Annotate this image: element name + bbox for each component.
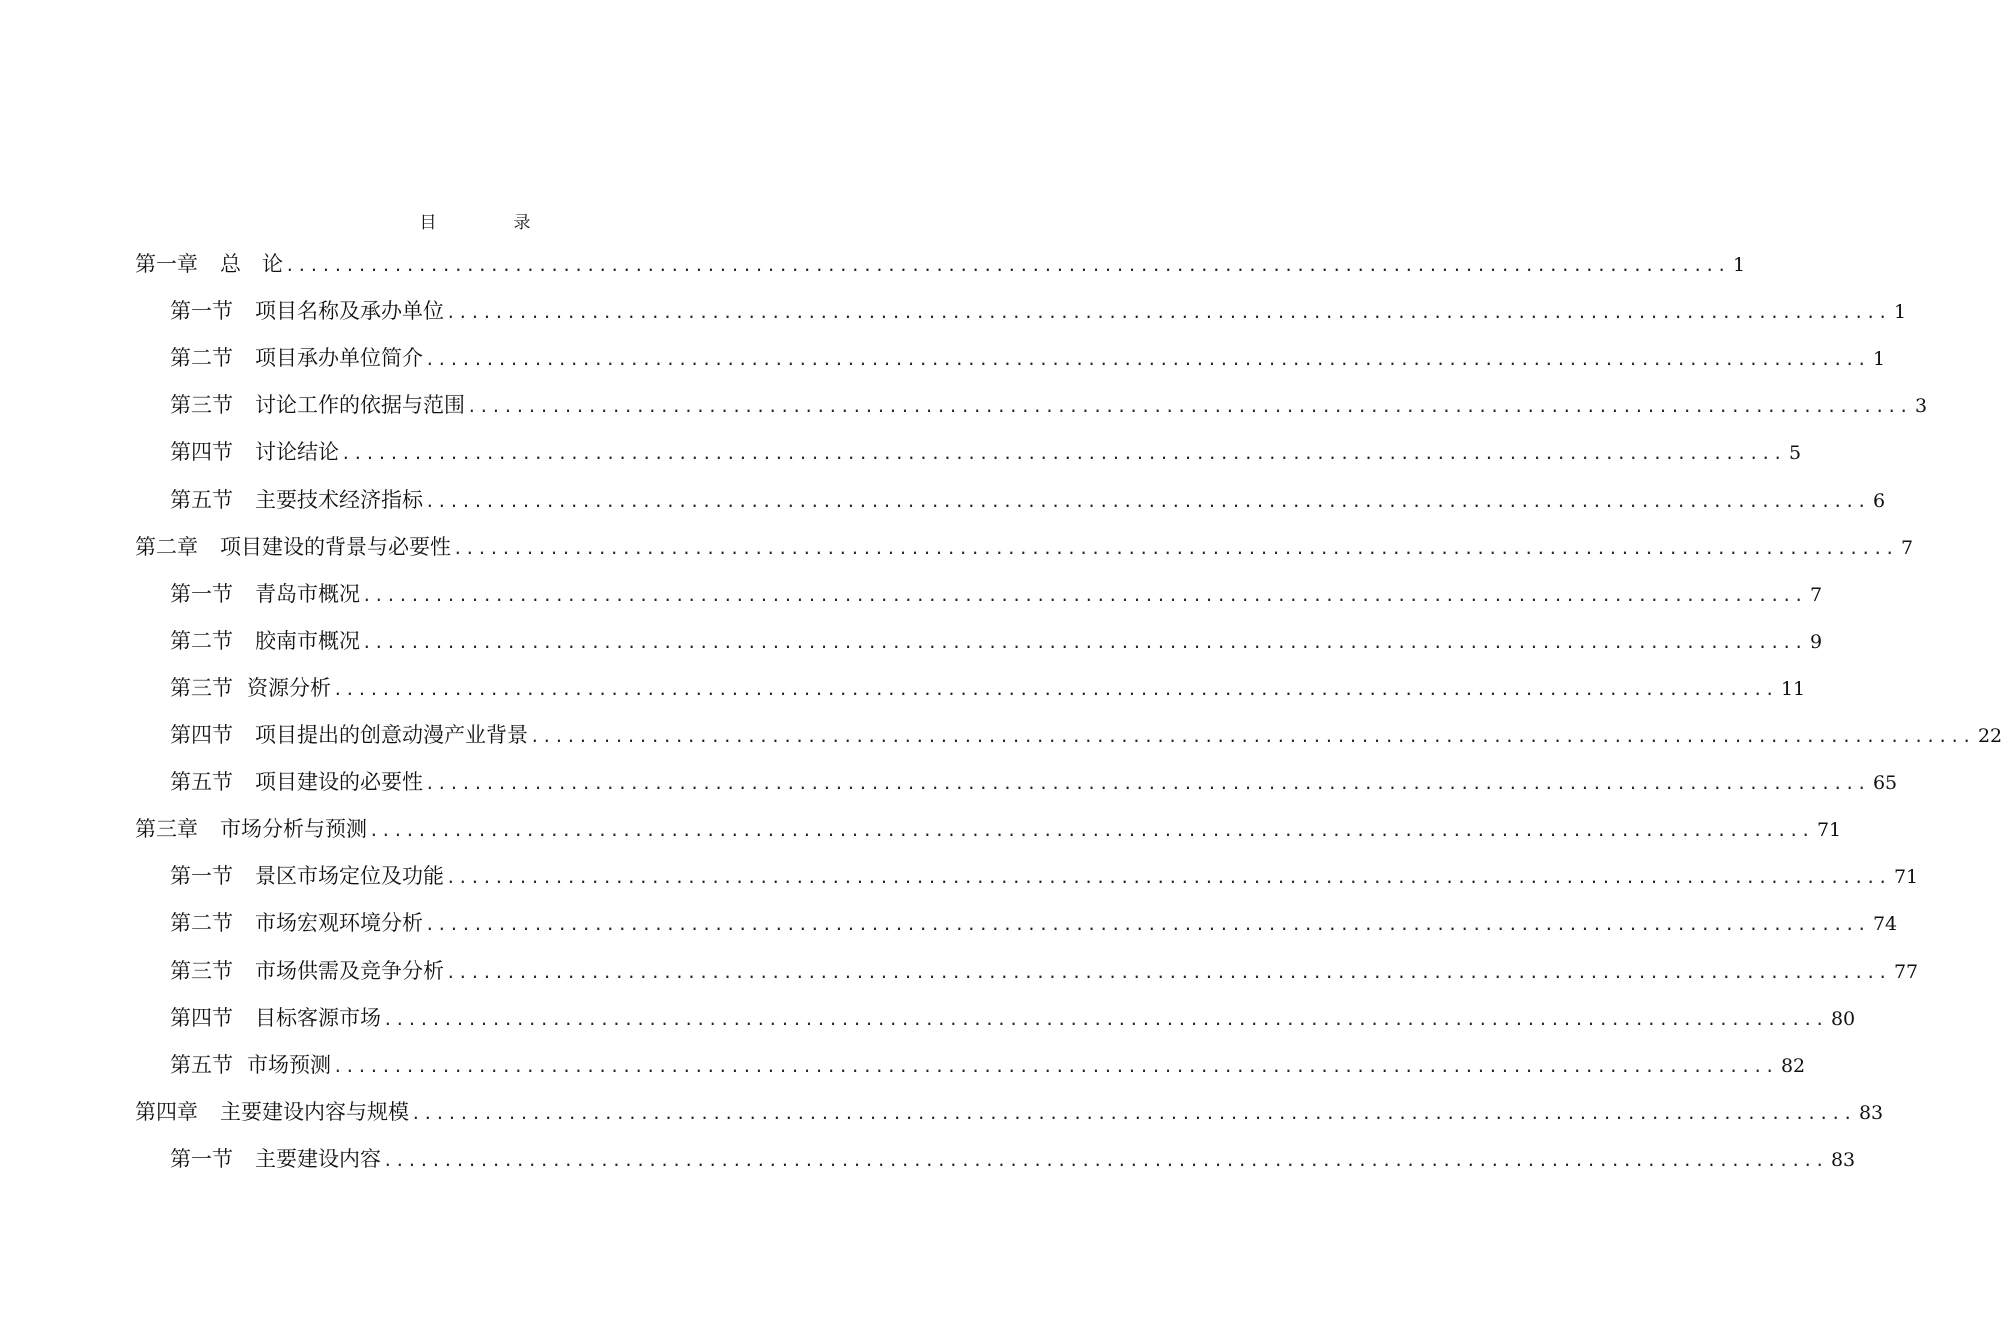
toc-entry-title: 资源分析 <box>247 675 331 700</box>
toc-entry-label <box>170 951 444 991</box>
toc-dot-leader: ........................................................................................................................ <box>446 962 1890 982</box>
toc-chapter-row[interactable] <box>135 244 1746 284</box>
toc-dot-leader: ........................................................................................................................ <box>341 444 1785 464</box>
toc-entry-number: 第一节 <box>170 1146 233 1171</box>
toc-section-row[interactable] <box>170 574 1823 614</box>
toc-entry-gap <box>198 527 220 567</box>
toc-entry-gap <box>233 951 255 991</box>
toc-entry-label <box>135 244 283 284</box>
toc-section-row[interactable] <box>170 1045 1806 1085</box>
toc-section-row[interactable] <box>170 338 1886 378</box>
toc-entry-number: 第一节 <box>170 299 233 324</box>
toc-entry-gap <box>233 385 255 425</box>
toc-entry-title: 市场宏观环境分析 <box>255 911 423 936</box>
toc-entry-title: 市场供需及竞争分析 <box>255 958 444 983</box>
toc-entry-gap <box>233 291 255 331</box>
toc-entry-label <box>170 385 465 425</box>
toc-entry-gap <box>233 574 255 614</box>
toc-section-row[interactable] <box>170 998 1856 1038</box>
toc-entry-title: 项目承办单位简介 <box>255 346 423 371</box>
toc-page-number: 11 <box>1780 677 1806 700</box>
toc-section-row[interactable] <box>170 715 2002 755</box>
toc-entry-gap <box>233 856 255 896</box>
toc-chapter-row[interactable] <box>135 527 1914 567</box>
toc-entry-gap <box>233 1045 247 1085</box>
toc-entry-label <box>170 1045 331 1085</box>
toc-entry-label <box>170 291 444 331</box>
toc-entry-number: 第五节 <box>170 487 233 512</box>
toc-entry-number: 第二节 <box>170 911 233 936</box>
toc-page-number: 71 <box>1816 819 1842 842</box>
toc-dot-leader: ........................................................................................................................ <box>411 1103 1855 1123</box>
toc-entry-number: 第一章 <box>135 252 198 276</box>
toc-dot-leader: ........................................................................................................................ <box>383 1150 1827 1170</box>
toc-title: 目 录 <box>419 213 561 233</box>
toc-entry-label <box>170 668 331 708</box>
toc-chapter-row[interactable] <box>135 809 1842 849</box>
toc-entry-title: 项目提出的创意动漫产业背景 <box>255 723 528 747</box>
toc-dot-leader: ........................................................................................................................ <box>425 491 1869 511</box>
toc-section-row[interactable] <box>170 291 1907 331</box>
toc-dot-leader: ........................................................................................................................ <box>333 1056 1777 1076</box>
toc-dot-leader: ........................................................................................................................ <box>362 585 1806 605</box>
toc-page-number: 22 <box>1977 725 2002 747</box>
toc-entry-number: 第三节 <box>170 393 233 418</box>
toc-page-number: 1 <box>1872 348 1886 371</box>
toc-entry-number: 第二节 <box>170 628 233 653</box>
toc-page-number: 82 <box>1780 1054 1806 1077</box>
toc-section-row[interactable] <box>170 903 1898 943</box>
toc-page-number: 83 <box>1858 1101 1884 1124</box>
toc-entry-number: 第一节 <box>170 581 233 606</box>
toc-entry-number: 第五节 <box>170 770 233 795</box>
toc-entry-title: 目标客源市场 <box>255 1005 381 1030</box>
toc-entry-gap <box>233 432 255 472</box>
toc-entry-number: 第一节 <box>170 864 233 889</box>
toc-entry-gap <box>233 668 247 708</box>
toc-dot-leader: ........................................................................................................................ <box>369 821 1813 841</box>
toc-entry-title: 讨论结论 <box>255 440 339 465</box>
toc-entry-label <box>170 856 444 896</box>
toc-entry-gap <box>233 903 255 943</box>
toc-entry-gap <box>233 338 255 378</box>
toc-dot-leader: ........................................................................................................................ <box>453 538 1897 558</box>
toc-page-number: 74 <box>1872 913 1898 936</box>
toc-entry-title: 项目名称及承办单位 <box>255 299 444 324</box>
toc-section-row[interactable] <box>170 668 1806 708</box>
toc-page-number: 7 <box>1809 583 1823 606</box>
toc-entry-gap <box>198 809 220 849</box>
toc-entry-number: 第三节 <box>170 958 233 983</box>
toc-entry-gap <box>198 1092 220 1132</box>
toc-entry-number: 第三章 <box>135 817 198 842</box>
toc-entry-title: 总 论 <box>220 252 283 276</box>
toc-dot-leader: ........................................................................................................................ <box>425 350 1869 370</box>
toc-section-row[interactable] <box>170 762 1898 802</box>
toc-section-row[interactable] <box>170 432 1802 472</box>
toc-entry-gap <box>233 480 255 520</box>
toc-entry-label <box>170 1139 381 1179</box>
toc-page-number: 7 <box>1900 536 1914 559</box>
toc-page-number: 83 <box>1830 1148 1856 1171</box>
toc-dot-leader: ........................................................................................................................ <box>446 303 1890 323</box>
toc-entry-label <box>135 1092 409 1132</box>
toc-page-number: 71 <box>1893 866 1919 889</box>
toc-entry-label <box>170 574 360 614</box>
toc-section-row[interactable] <box>170 480 1886 520</box>
toc-entry-label <box>170 432 339 472</box>
toc-page-number: 3 <box>1914 395 1928 418</box>
toc-entry-label <box>170 903 423 943</box>
toc-entry-number: 第四节 <box>170 1005 233 1030</box>
toc-entry-number: 第五节 <box>170 1052 233 1077</box>
toc-entry-label <box>170 480 423 520</box>
toc-entry-gap <box>198 244 220 284</box>
toc-dot-leader: ........................................................................................................................ <box>285 256 1729 275</box>
toc-section-row[interactable] <box>170 385 1928 425</box>
toc-dot-leader: ........................................................................................................................ <box>362 632 1806 652</box>
toc-entry-label <box>170 998 381 1038</box>
toc-dot-leader: ........................................................................................................................ <box>446 868 1890 888</box>
toc-entry-number: 第四节 <box>170 440 233 465</box>
toc-section-row[interactable] <box>170 1139 1856 1179</box>
toc-page-number: 77 <box>1893 960 1919 983</box>
toc-entry-gap <box>233 762 255 802</box>
toc-page-number: 65 <box>1872 772 1898 795</box>
toc-entry-title: 市场分析与预测 <box>220 817 367 842</box>
toc-entry-number: 第三节 <box>170 675 233 700</box>
toc-entry-title: 青岛市概况 <box>255 581 360 606</box>
toc-page-number: 1 <box>1732 254 1746 276</box>
toc-page-number: 80 <box>1830 1007 1856 1030</box>
toc-dot-leader: ........................................................................................................................ <box>383 1009 1827 1029</box>
toc-page-number: 1 <box>1893 301 1907 324</box>
toc-entry-title: 项目建设的必要性 <box>255 770 423 795</box>
toc-entry-title: 项目建设的背景与必要性 <box>220 534 451 559</box>
toc-entry-label <box>170 338 423 378</box>
toc-entry-label <box>170 762 423 802</box>
toc-dot-leader: ........................................................................................................................ <box>425 915 1869 935</box>
toc-page-number: 6 <box>1872 489 1886 512</box>
toc-entry-number: 第四节 <box>170 723 233 747</box>
toc-page-number: 9 <box>1809 630 1823 653</box>
toc-entry-number: 第二章 <box>135 534 198 559</box>
toc-entry-label <box>135 809 367 849</box>
toc-dot-leader: ........................................................................................................................ <box>467 397 1911 417</box>
toc-entry-title: 主要技术经济指标 <box>255 487 423 512</box>
toc-entry-gap <box>233 621 255 661</box>
toc-entry-gap <box>233 998 255 1038</box>
toc-entry-title: 主要建设内容 <box>255 1146 381 1171</box>
toc-page-number: 5 <box>1788 442 1802 465</box>
toc-entry-title: 胶南市概况 <box>255 628 360 653</box>
toc-section-row[interactable] <box>170 856 1919 896</box>
toc-entry-title: 主要建设内容与规模 <box>220 1099 409 1124</box>
toc-entry-label <box>170 621 360 661</box>
toc-dot-leader: ........................................................................................................................ <box>425 774 1869 794</box>
toc-entry-label <box>170 715 528 755</box>
toc-entry-number: 第四章 <box>135 1099 198 1124</box>
toc-entry-gap <box>233 1139 255 1179</box>
toc-entry-gap <box>233 715 255 755</box>
toc-entry-title: 讨论工作的依据与范围 <box>255 393 465 418</box>
toc-dot-leader: ........................................................................................................................ <box>530 727 1974 746</box>
toc-chapter-row[interactable] <box>135 1092 1884 1132</box>
toc-entry-number: 第二节 <box>170 346 233 371</box>
toc-dot-leader: ........................................................................................................................ <box>333 679 1777 699</box>
toc-entry-label <box>135 527 451 567</box>
toc-section-row[interactable] <box>170 951 1919 991</box>
toc-entry-title: 市场预测 <box>247 1052 331 1077</box>
toc-entry-title: 景区市场定位及功能 <box>255 864 444 889</box>
toc-section-row[interactable] <box>170 621 1823 661</box>
